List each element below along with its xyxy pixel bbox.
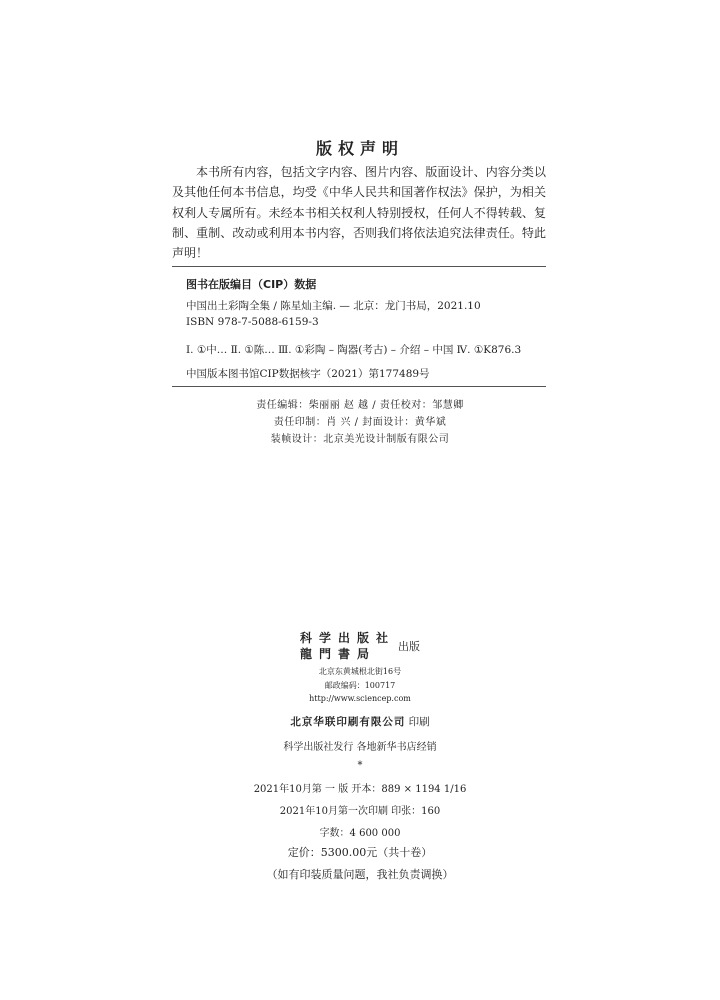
divider-top: [172, 266, 546, 267]
staff-editors: 责任编辑：柴丽丽 赵 越 / 责任校对：邹慧卿: [256, 400, 464, 411]
separator-star: *: [357, 760, 363, 771]
quality-notice: （如有印装质量问题，我社负责调换）: [266, 868, 454, 881]
cip-isbn-line: ISBN 978-7-5088-6159-3: [186, 316, 319, 328]
edition-line: 2021年10月第 一 版 开本：889 × 1194 1/16: [253, 784, 467, 795]
publisher-name-longmen: 龍門書局: [300, 647, 377, 661]
cip-number-line: 中国版本图书馆CIP数据核字（2021）第177489号: [186, 368, 430, 380]
word-count-line: 字数：4 600 000: [319, 828, 401, 839]
cip-heading: 图书在版编目（CIP）数据: [186, 278, 317, 291]
staff-print-cover: 责任印制：肖 兴 / 封面设计：黄华斌: [273, 417, 447, 428]
distribution-line: 科学出版社发行 各地新华书店经销: [283, 742, 437, 753]
publisher-website: http://www.sciencep.com: [309, 694, 411, 703]
publisher-suffix: 出版: [398, 640, 420, 653]
cip-title-line: 中国出土彩陶全集 / 陈星灿主编. — 北京：龙门书局，2021.10: [186, 300, 481, 312]
printer-suffix: 印刷: [408, 716, 430, 728]
printer-line: [0, 714, 720, 729]
publisher-address: 北京东黄城根北街16号: [318, 667, 402, 676]
publisher-name-science: 科学出版社: [300, 631, 396, 645]
divider-bottom: [172, 386, 546, 387]
publisher-postcode: 邮政编码：100717: [324, 681, 396, 690]
publisher-block: [300, 630, 430, 664]
copyright-paragraph: 本书所有内容，包括文字内容、图片内容、版面设计、内容分类以及其他任何本书信息，均受《中华人民共和国著作权法》保护，为相关权利人专属所有。未经本书相关权利人特别授权，任何人不得转载、复制、重制、改动或利用本书内容，否则我们将依法追究法律责任。特此声明！: [172, 165, 546, 261]
staff-binding-design: 装帧设计：北京美光设计制版有限公司: [270, 434, 450, 445]
printing-line: 2021年10月第一次印刷 印张：160: [279, 806, 441, 817]
copyright-title: 版权声明: [315, 139, 404, 158]
price-line: 定价：5300.00元（共十卷）: [287, 846, 433, 859]
cip-classification-line: Ⅰ. ①中… Ⅱ. ①陈… Ⅲ. ①彩陶 – 陶器(考古) – 介绍 – 中国 Ⅳ. ①K876.3: [186, 344, 522, 356]
printer-name: 北京华联印刷有限公司: [290, 716, 406, 728]
